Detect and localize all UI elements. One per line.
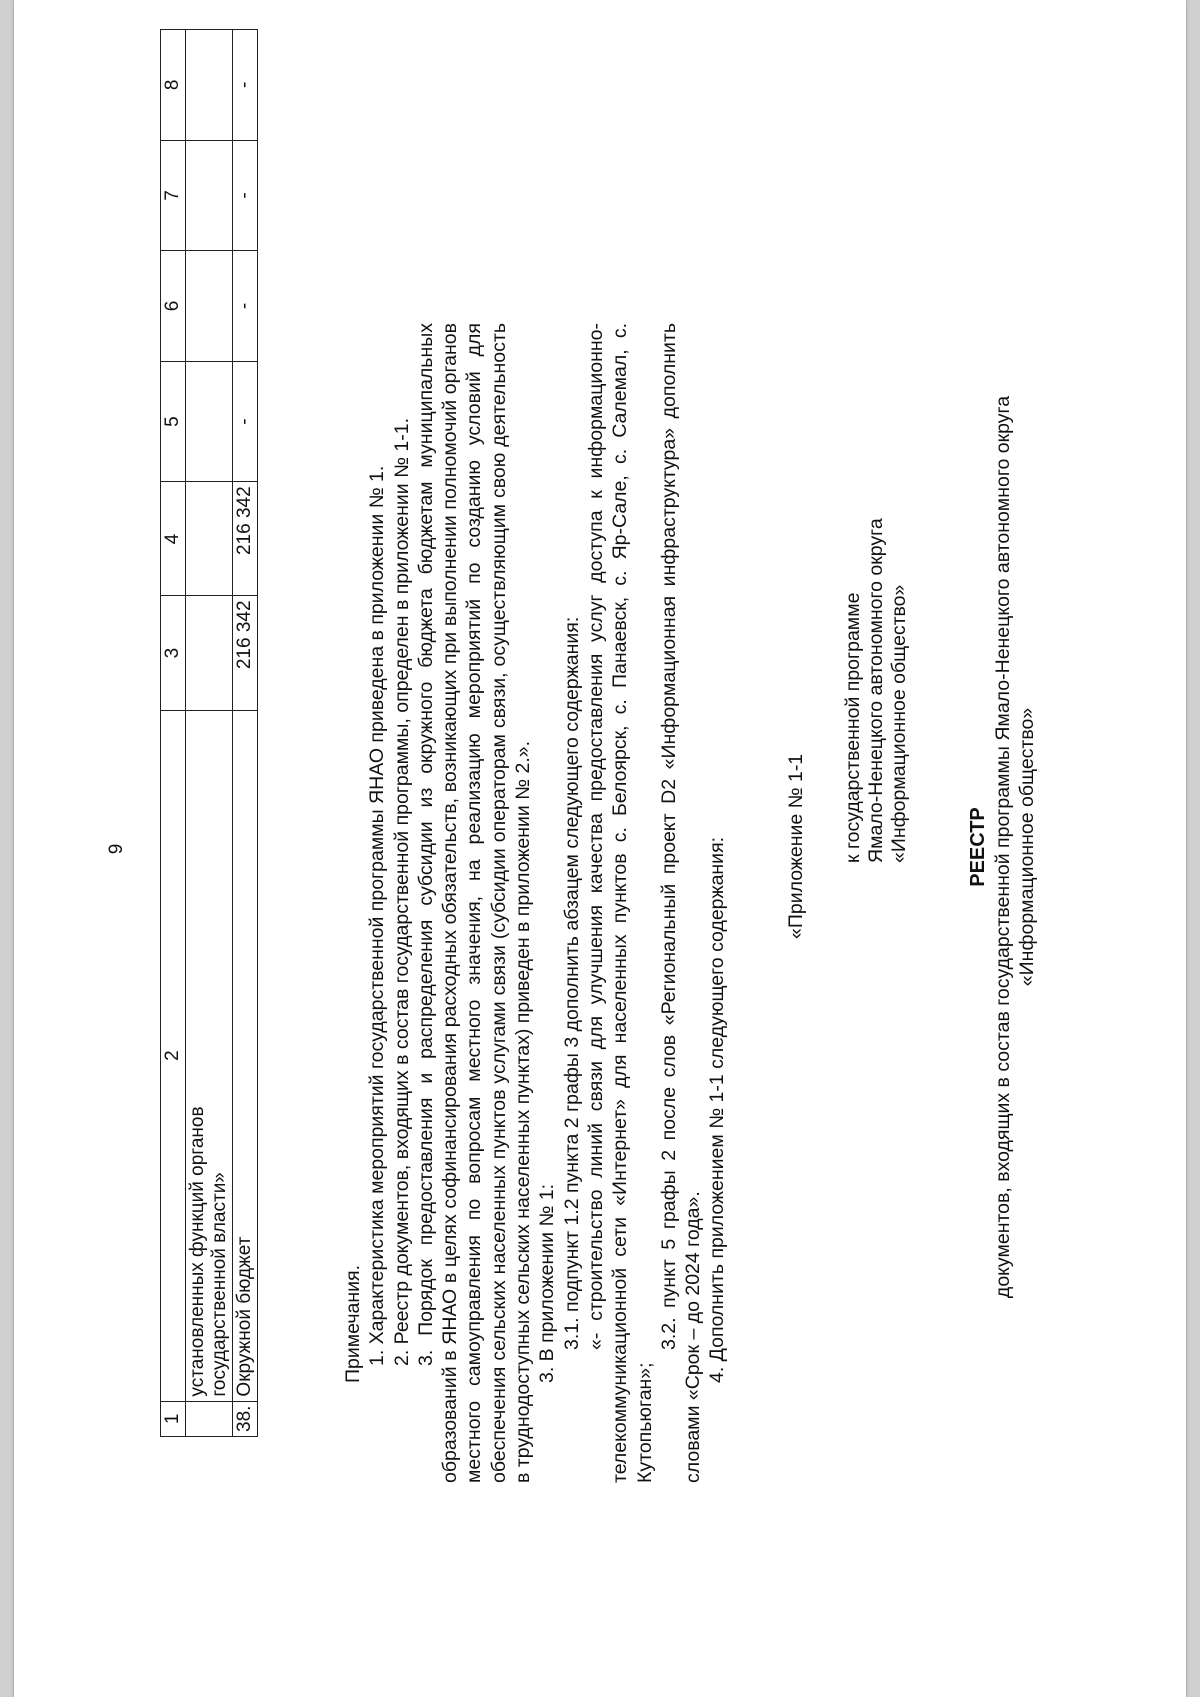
row-number-cell xyxy=(186,1401,233,1436)
registry-subtitle xyxy=(991,137,1039,1557)
value-cell: - xyxy=(233,251,258,362)
item-4: 4. Дополнить приложением № 1-1 следующего содержания: xyxy=(706,836,729,1383)
note-2: 2. Реестр документов, входящих в состав государственной программы, определен в приложении № 1-1. xyxy=(390,417,413,1366)
table-row xyxy=(233,30,258,1437)
notes-section xyxy=(341,323,730,1483)
row-name-line: установленных функций органов xyxy=(187,1106,208,1397)
registry-line: «Информационное общество» xyxy=(1016,707,1038,987)
appendix-subtitle xyxy=(842,363,911,863)
value-cell: - xyxy=(233,30,258,141)
table-header-row xyxy=(161,30,186,1437)
appendix-line: к государственной программе xyxy=(842,592,864,863)
note-1: 1. Характеристика мероприятий государственной программы ЯНАО приведена в приложении № 1. xyxy=(366,465,389,1366)
appendix-line: «Информационное общество» xyxy=(888,584,910,863)
table-row xyxy=(186,30,233,1437)
header-cell: 2 xyxy=(161,710,186,1401)
value-cell: - xyxy=(233,361,258,482)
table-cell xyxy=(186,482,233,596)
rotated-page-content xyxy=(14,0,1186,1697)
table-cell xyxy=(186,596,233,710)
row-name-cell xyxy=(186,710,233,1401)
page-number: 9 xyxy=(106,843,127,855)
header-cell: 3 xyxy=(161,596,186,710)
header-cell: 6 xyxy=(161,251,186,362)
value-cell: - xyxy=(233,140,258,251)
note-3: 3. Порядок предоставления и распределения субсидии из окружного бюджета бюджетам муниципальных образований в ЯНАО в целях софинансирования расходных обязательств, возникающих при выполнении полномочий органов местного самоуправления по вопросам местного значения, на реализацию мероприятий по созданию условий для обеспечения сельских населенных пунктов услугами связи (субсидии операторам связи, осуществляющим свою деятельность в труднодоступных сельских населенных пунктах) приведен в приложении № 2.». xyxy=(414,323,535,1483)
registry-title: РЕЕСТР xyxy=(967,807,989,887)
item-3-1: 3.1. подпункт 1.2 пункта 2 графы 3 дополнить абзацем следующего содержания: xyxy=(560,616,583,1350)
header-cell: 4 xyxy=(161,482,186,596)
value-cell: 216 342 xyxy=(233,596,258,710)
table-cell xyxy=(186,140,233,251)
appendix-line: Ямало-Ненецкого автономного округа xyxy=(865,518,887,863)
document-page xyxy=(14,0,1186,1697)
table-cell xyxy=(186,251,233,362)
row-name-line: государственной власти» xyxy=(209,1172,230,1397)
item-3-1-text: «- строительство линий связи для улучшения качества предоставления услуг доступа к информационно-телекоммуникационной сети «Интернет» для населенных пунктов с. Белоярск, с. Панаевск, с. Яр-Сале, с. Салемал, с. Кутопьюган»; xyxy=(584,323,656,1483)
header-cell: 5 xyxy=(161,361,186,482)
table-cell xyxy=(186,30,233,141)
header-cell: 7 xyxy=(161,140,186,251)
appendix-title: «Приложение № 1-1 xyxy=(785,753,807,939)
budget-table xyxy=(160,29,258,1437)
registry-line: документов, входящих в состав государственной программы Ямало-Ненецкого автономного округа xyxy=(992,395,1014,1299)
item-3-2: 3.2. пункт 5 графы 2 после слов «Региональный проект D2 «Информационная инфраструктура» дополнить словами «Срок – до 2024 года». xyxy=(657,323,705,1483)
notes-heading: Примечания. xyxy=(342,1265,364,1383)
row-name-cell: Окружной бюджет xyxy=(233,710,258,1401)
value-cell: 216 342 xyxy=(233,482,258,596)
row-number-cell: 38. xyxy=(233,1401,258,1436)
table-cell xyxy=(186,361,233,482)
header-cell: 1 xyxy=(161,1401,186,1436)
item-3: 3. В приложении № 1: xyxy=(536,1183,559,1383)
header-cell: 8 xyxy=(161,30,186,141)
